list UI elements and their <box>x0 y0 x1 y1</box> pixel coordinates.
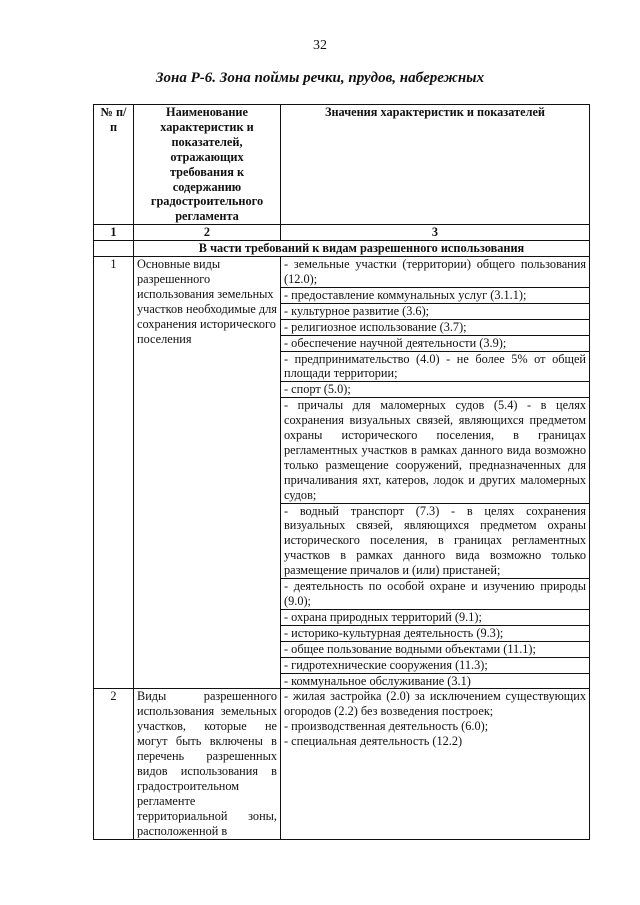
list-item: - общее пользование водными объектами (11.1); <box>281 642 589 658</box>
list-item: - деятельность по особой охране и изучению природы (9.0); <box>281 579 589 610</box>
list-item: - историко-культурная деятельность (9.3); <box>281 626 589 642</box>
row-name: Виды разрешенного использования земельных участков, которые не могут быть включены в перечень разрешенных видов использования в градостроительном регламенте территориальной зоны, расположенной в <box>134 689 281 839</box>
row-values <box>281 689 590 839</box>
column-number-row <box>94 225 590 241</box>
header-values: Значения характеристик и показателей <box>281 105 590 225</box>
list-item: - водный транспорт (7.3) - в целях сохранения визуальных связей, являющихся предметом охраны исторического поселения, в границах регламентных участков в рамках данного вида возможно только размещение причалов и (или) пристаней; <box>281 504 589 580</box>
row-number: 2 <box>94 689 134 839</box>
list-item: - религиозное использование (3.7); <box>281 320 589 336</box>
table-row <box>94 689 590 839</box>
list-item: - предоставление коммунальных услуг (3.1.1); <box>281 288 589 304</box>
header-name: Наименование характеристик и показателей, отражающих требования к содержанию градостроительного регламента <box>134 105 281 225</box>
header-num: № п/п <box>94 105 134 225</box>
list-item: - коммунальное обслуживание (3.1) <box>284 673 471 688</box>
column-number: 1 <box>94 225 134 241</box>
section-title: В части требований к видам разрешенного использования <box>134 241 590 257</box>
page-title: Зона Р-6. Зона поймы речки, прудов, набережных <box>155 70 485 86</box>
table-header-row <box>94 105 590 225</box>
table-row <box>94 257 590 689</box>
list-item: - жилая застройка (2.0) за исключением существующих огородов (2.2) без возведения построек; <box>284 689 586 719</box>
list-item: - гидротехнические сооружения (11.3); <box>281 658 589 674</box>
list-item: - причалы для маломерных судов (5.4) - в целях сохранения визуальных связей, являющихся предметом охраны исторического поселения, в границах регламентных участков в рамках данного вида возможно только размещение сооружений, предназначенных для причаливания яхт, катеров, лодок и других маломерных судов; <box>281 398 589 503</box>
list-item: - специальная деятельность (12.2) <box>284 734 463 749</box>
page-number: 32 <box>313 38 327 53</box>
list-item: - культурное развитие (3.6); <box>281 304 589 320</box>
list-item: - охрана природных территорий (9.1); <box>281 610 589 626</box>
section-spacer <box>94 241 134 257</box>
list-item: - спорт (5.0); <box>281 382 589 398</box>
row-number: 1 <box>94 257 134 689</box>
list-item: - предпринимательство (4.0) - не более 5% от общей площади территории; <box>281 352 589 383</box>
column-number: 3 <box>281 225 590 241</box>
row-name: Основные виды разрешенного использования земельных участков необходимые для сохранения исторического поселения <box>134 257 281 689</box>
list-item: - производственная деятельность (6.0); <box>284 719 489 734</box>
column-number: 2 <box>134 225 281 241</box>
list-item: - обеспечение научной деятельности (3.9); <box>281 336 589 352</box>
list-item: - земельные участки (территории) общего пользования (12.0); <box>281 257 589 288</box>
section-row <box>94 241 590 257</box>
row-values <box>281 257 590 689</box>
regulation-table <box>93 104 590 840</box>
